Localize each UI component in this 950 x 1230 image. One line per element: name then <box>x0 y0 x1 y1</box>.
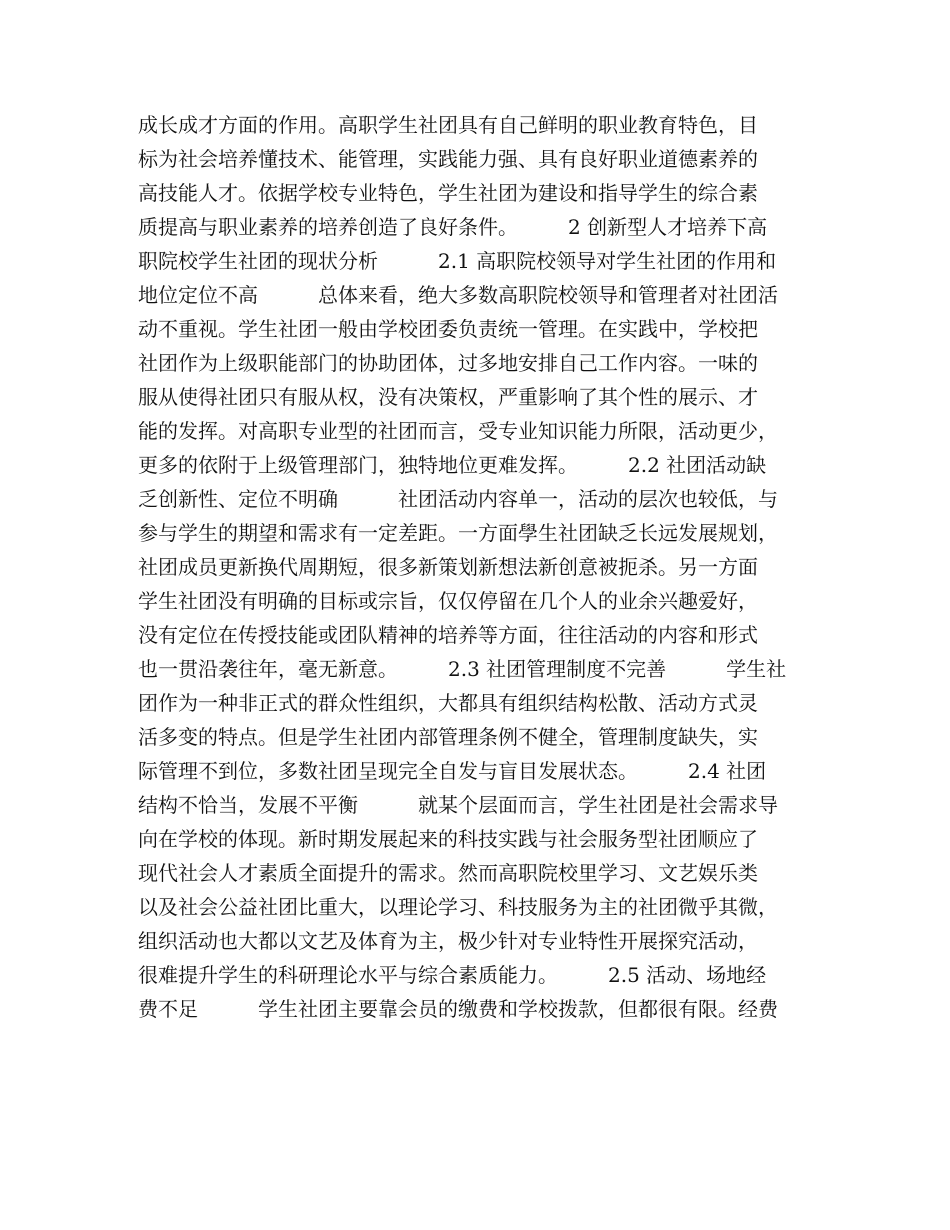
text-line: 也一贯沿袭往年，毫无新意。 2.3 社团管理制度不完善 学生社 <box>138 657 787 681</box>
text-line: 职院校学生社团的现状分析 2.1 高职院校领导对学生社团的作用和 <box>138 249 777 273</box>
text-line: 乏创新性、定位不明确 社团活动内容单一，活动的层次也较低，与 <box>138 487 778 511</box>
text-line: 费不足 学生社团主要靠会员的缴费和学校拨款，但都很有限。经费 <box>138 997 778 1021</box>
text-line: 标为社会培养懂技术、能管理，实践能力强、具有良好职业道德素养的 <box>138 147 758 171</box>
text-line: 很难提升学生的科研理论水平与综合素质能力。 2.5 活动、场地经 <box>138 963 767 987</box>
text-line: 服从使得社团只有服从权，没有决策权，严重影响了其个性的展示、才 <box>138 385 758 409</box>
text-line: 地位定位不高 总体来看，绝大多数高职院校领导和管理者对社团活 <box>138 283 778 307</box>
text-line: 团作为一种非正式的群众性组织，大都具有组织结构松散、活动方式灵 <box>138 691 758 715</box>
text-line: 学生社团没有明确的目标或宗旨，仅仅停留在几个人的业余兴趣爱好， <box>138 589 758 613</box>
text-line: 质提高与职业素养的培养创造了良好条件。 2 创新型人才培养下高 <box>138 215 768 239</box>
text-line: 活多变的特点。但是学生社团内部管理条例不健全，管理制度缺失，实 <box>138 725 758 749</box>
text-line: 结构不恰当，发展不平衡 就某个层面而言，学生社团是社会需求导 <box>138 793 778 817</box>
text-line: 向在学校的体现。新时期发展起来的科技实践与社会服务型社团顺应了 <box>138 827 758 851</box>
text-line: 高技能人才。依据学校专业特色，学生社团为建设和指导学生的综合素 <box>138 181 758 205</box>
text-line: 以及社会公益社团比重大，以理论学习、科技服务为主的社团微乎其微， <box>138 895 778 919</box>
text-line: 更多的依附于上级管理部门，独特地位更难发挥。 2.2 社团活动缺 <box>138 453 767 477</box>
text-line: 社团作为上级职能部门的协助团体，过多地安排自己工作内容。一味的 <box>138 351 758 375</box>
text-line: 际管理不到位，多数社团呈现完全自发与盲目发展状态。 2.4 社团 <box>138 759 767 783</box>
text-line: 成长成才方面的作用。高职学生社团具有自己鲜明的职业教育特色，目 <box>138 113 758 137</box>
text-line: 现代社会人才素质全面提升的需求。然而高职院校里学习、文艺娱乐类 <box>138 861 758 885</box>
text-line: 动不重视。学生社团一般由学校团委负责统一管理。在实践中，学校把 <box>138 317 758 341</box>
text-line: 组织活动也大都以文艺及体育为主，极少针对专业特性开展探究活动， <box>138 929 758 953</box>
text-line: 没有定位在传授技能或团队精神的培养等方面，往往活动的内容和形式 <box>138 623 758 647</box>
text-line: 社团成员更新换代周期短，很多新策划新想法新创意被扼杀。另一方面 <box>138 555 758 579</box>
text-line: 能的发挥。对高职专业型的社团而言，受专业知识能力所限，活动更少， <box>138 419 778 443</box>
body-text <box>138 108 838 1026</box>
text-line: 参与学生的期望和需求有一定差距。一方面學生社团缺乏长远发展规划， <box>138 521 778 545</box>
